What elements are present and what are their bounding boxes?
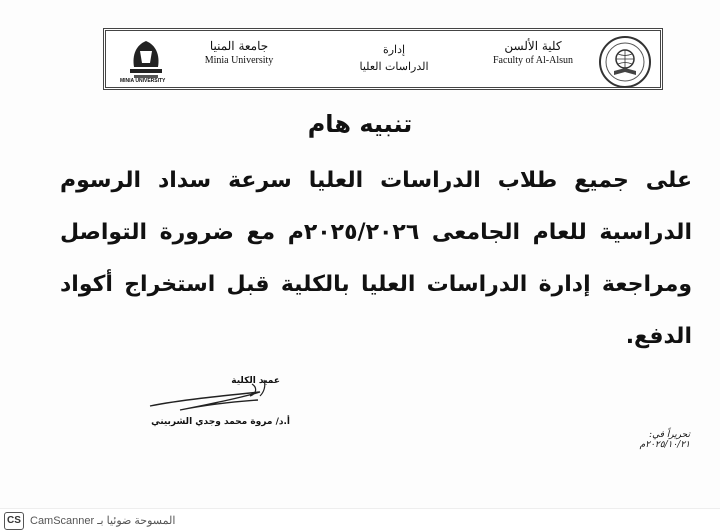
notice-title: تنبيه هام [307, 110, 413, 138]
university-name-ar: جامعة المنيا [209, 39, 269, 53]
department-line-2: الدراسات العليا [359, 60, 429, 73]
faculty-name-en: Faculty of Al-Alsun [493, 55, 573, 66]
camscanner-text: المسوحة ضوئيا بـ CamScanner [30, 515, 176, 527]
faculty-name [478, 39, 588, 66]
camscanner-icon: CS [4, 512, 24, 530]
scanner-footer [0, 508, 720, 532]
logo-caption: MINIA UNIVERSITY [120, 78, 166, 84]
university-name [194, 39, 284, 66]
issue-date: تحريراً في: ٢٠٢٥/١٠/٢١م [639, 430, 690, 450]
department-line-1: إدارة [382, 43, 406, 56]
notice-body: على جميع طلاب الدراسات العليا سرعة سداد الرسوم الدراسية للعام الجامعى ٢٠٢٥/٢٠٢٦م مع ضرورة التواصل ومراجعة إدارة الدراسات العليا بالكلية قبل استخراج أكواد الدفع. [60, 168, 692, 349]
university-name-en: Minia University [204, 55, 274, 66]
letterhead [103, 28, 663, 90]
faculty-name-ar: كلية الألسن [504, 39, 562, 53]
signatory-title: عميد الكلية [231, 376, 280, 386]
department-name [344, 43, 444, 73]
faculty-seal-logo [598, 35, 652, 89]
signatory-name: أ.د/ مروة محمد وجدي الشربيني [151, 417, 290, 427]
